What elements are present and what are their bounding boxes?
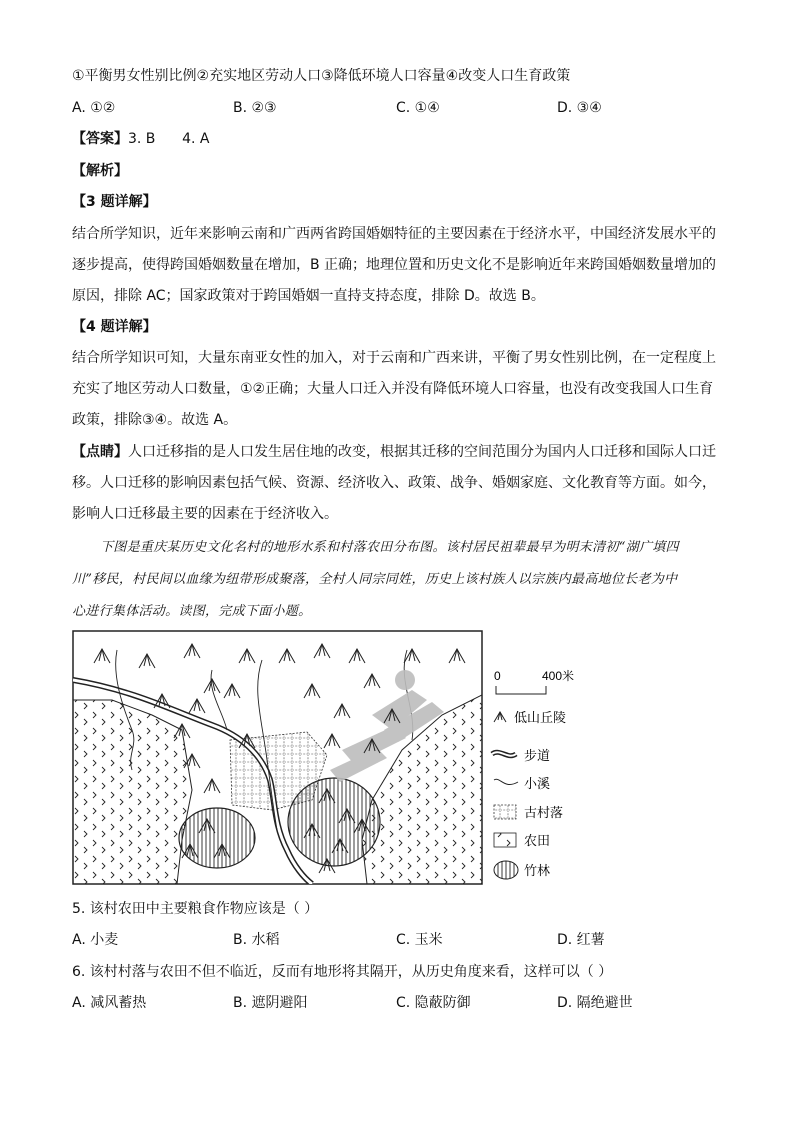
q4-detail-line: 政策，排除③④。故选 A。 [72,412,238,428]
note-tag: 【点睛】 [72,444,128,460]
q3-detail-line: 逐步提高，使得跨国婚姻数量在增加，B 正确；地理位置和历史文化不是影响近年来跨国婚姻数量增加的 [72,257,717,273]
q5-option-d: D. 红薯 [557,932,605,948]
q6-option-c: C. 隐蔽防御 [396,995,471,1011]
legend-bamboo-icon [494,861,518,879]
intro-line: 川”移民，村民间以血缘为纽带形成聚落，全村人同宗同姓，历史上该村族人以宗族内最高地位长老为中 [72,572,678,587]
legend-label: 农田 [524,833,551,848]
legend-label: 竹林 [524,863,551,878]
bamboo-forest-area [288,778,380,866]
q5-option-a: A. 小麦 [72,932,119,948]
legend-label: 低山丘陵 [514,710,567,725]
legend-path-icon [492,752,516,755]
q5-option-b: B. 水稻 [233,932,280,948]
note-text: 人口迁移指的是人口发生居住地的改变，根据其迁移的空间范围分为国内人口迁移和国际人口迁 [128,444,716,460]
intro-line: 心进行集体活动。读图，完成下面小题。 [72,604,312,619]
bamboo-forest-area [179,808,255,868]
q4-option-d: D. ③④ [557,100,602,116]
answer-text: 3. B 4. A [128,131,210,147]
q3-detail-line: 原因，排除 AC；国家政策对于跨国婚姻一直持支持态度，排除 D。故选 B。 [72,288,545,304]
q5-option-c: C. 玉米 [396,932,443,948]
legend-village-icon [494,805,516,819]
legend-label: 古村落 [524,805,564,820]
q6-option-b: B. 遮阴避阳 [233,995,308,1011]
legend-stream-icon [494,779,518,784]
q3-detail-tag: 【3 题详解】 [72,194,157,210]
farmland-area-left [73,700,192,884]
analysis-tag: 【解析】 [72,163,128,179]
q6-option-d: D. 隔绝避世 [557,995,633,1011]
note-line [72,442,716,462]
legend-farmland-icon [494,833,516,847]
legend-label: 小溪 [524,776,551,791]
q4-detail-tag: 【4 题详解】 [72,319,157,335]
question-5-stem: 5. 该村农田中主要粮食作物应该是（ ） [72,901,319,917]
scale-bar [496,686,546,694]
scale-label: 400米 [542,669,575,683]
q4-detail-line: 结合所学知识可知，大量东南亚女性的加入，对于云南和广西来讲，平衡了男女性别比例，在一定程度上 [72,350,716,366]
legend-hill-icon [494,712,506,722]
q3-detail-line: 结合所学知识，近年来影响云南和广西两省跨国婚姻特征的主要因素在于经济水平，中国经济发展水平的 [72,226,716,242]
q4-detail-line: 充实了地区劳动人口数量，①②正确；大量人口迁入并没有降低环境人口容量，也没有改变我国人口生育 [72,381,714,397]
scale-zero: 0 [494,669,501,683]
q4-option-a: A. ①② [72,100,116,116]
legend [492,710,566,879]
note-line: 移。人口迁移的影响因素包括气候、资源、经济收入、政策、战争、婚姻家庭、文化教育等方面。如今， [72,475,716,491]
intro-line: 下图是重庆某历史文化名村的地形水系和村落农田分布图。该村居民祖辈最早为明末清初“湖广填四 [100,540,679,555]
answer-tag: 【答案】 [72,131,128,147]
legend-label: 步道 [524,748,551,763]
answer-line [72,129,210,149]
q4-option-c: C. ①④ [396,100,440,116]
q4-option-b: B. ②③ [233,100,277,116]
question-4-statements: ①平衡男女性别比例②充实地区劳动人口③降低环境人口容量④改变人口生育政策 [72,68,571,84]
q6-option-a: A. 减风蓄热 [72,995,147,1011]
question-6-stem: 6. 该村村落与农田不但不临近，反而有地形将其隔开，从历史角度来看，这样可以（ ） [72,964,613,980]
terrain-map [72,630,592,886]
note-line: 影响人口迁移最主要的因素在于经济收入。 [72,506,338,522]
